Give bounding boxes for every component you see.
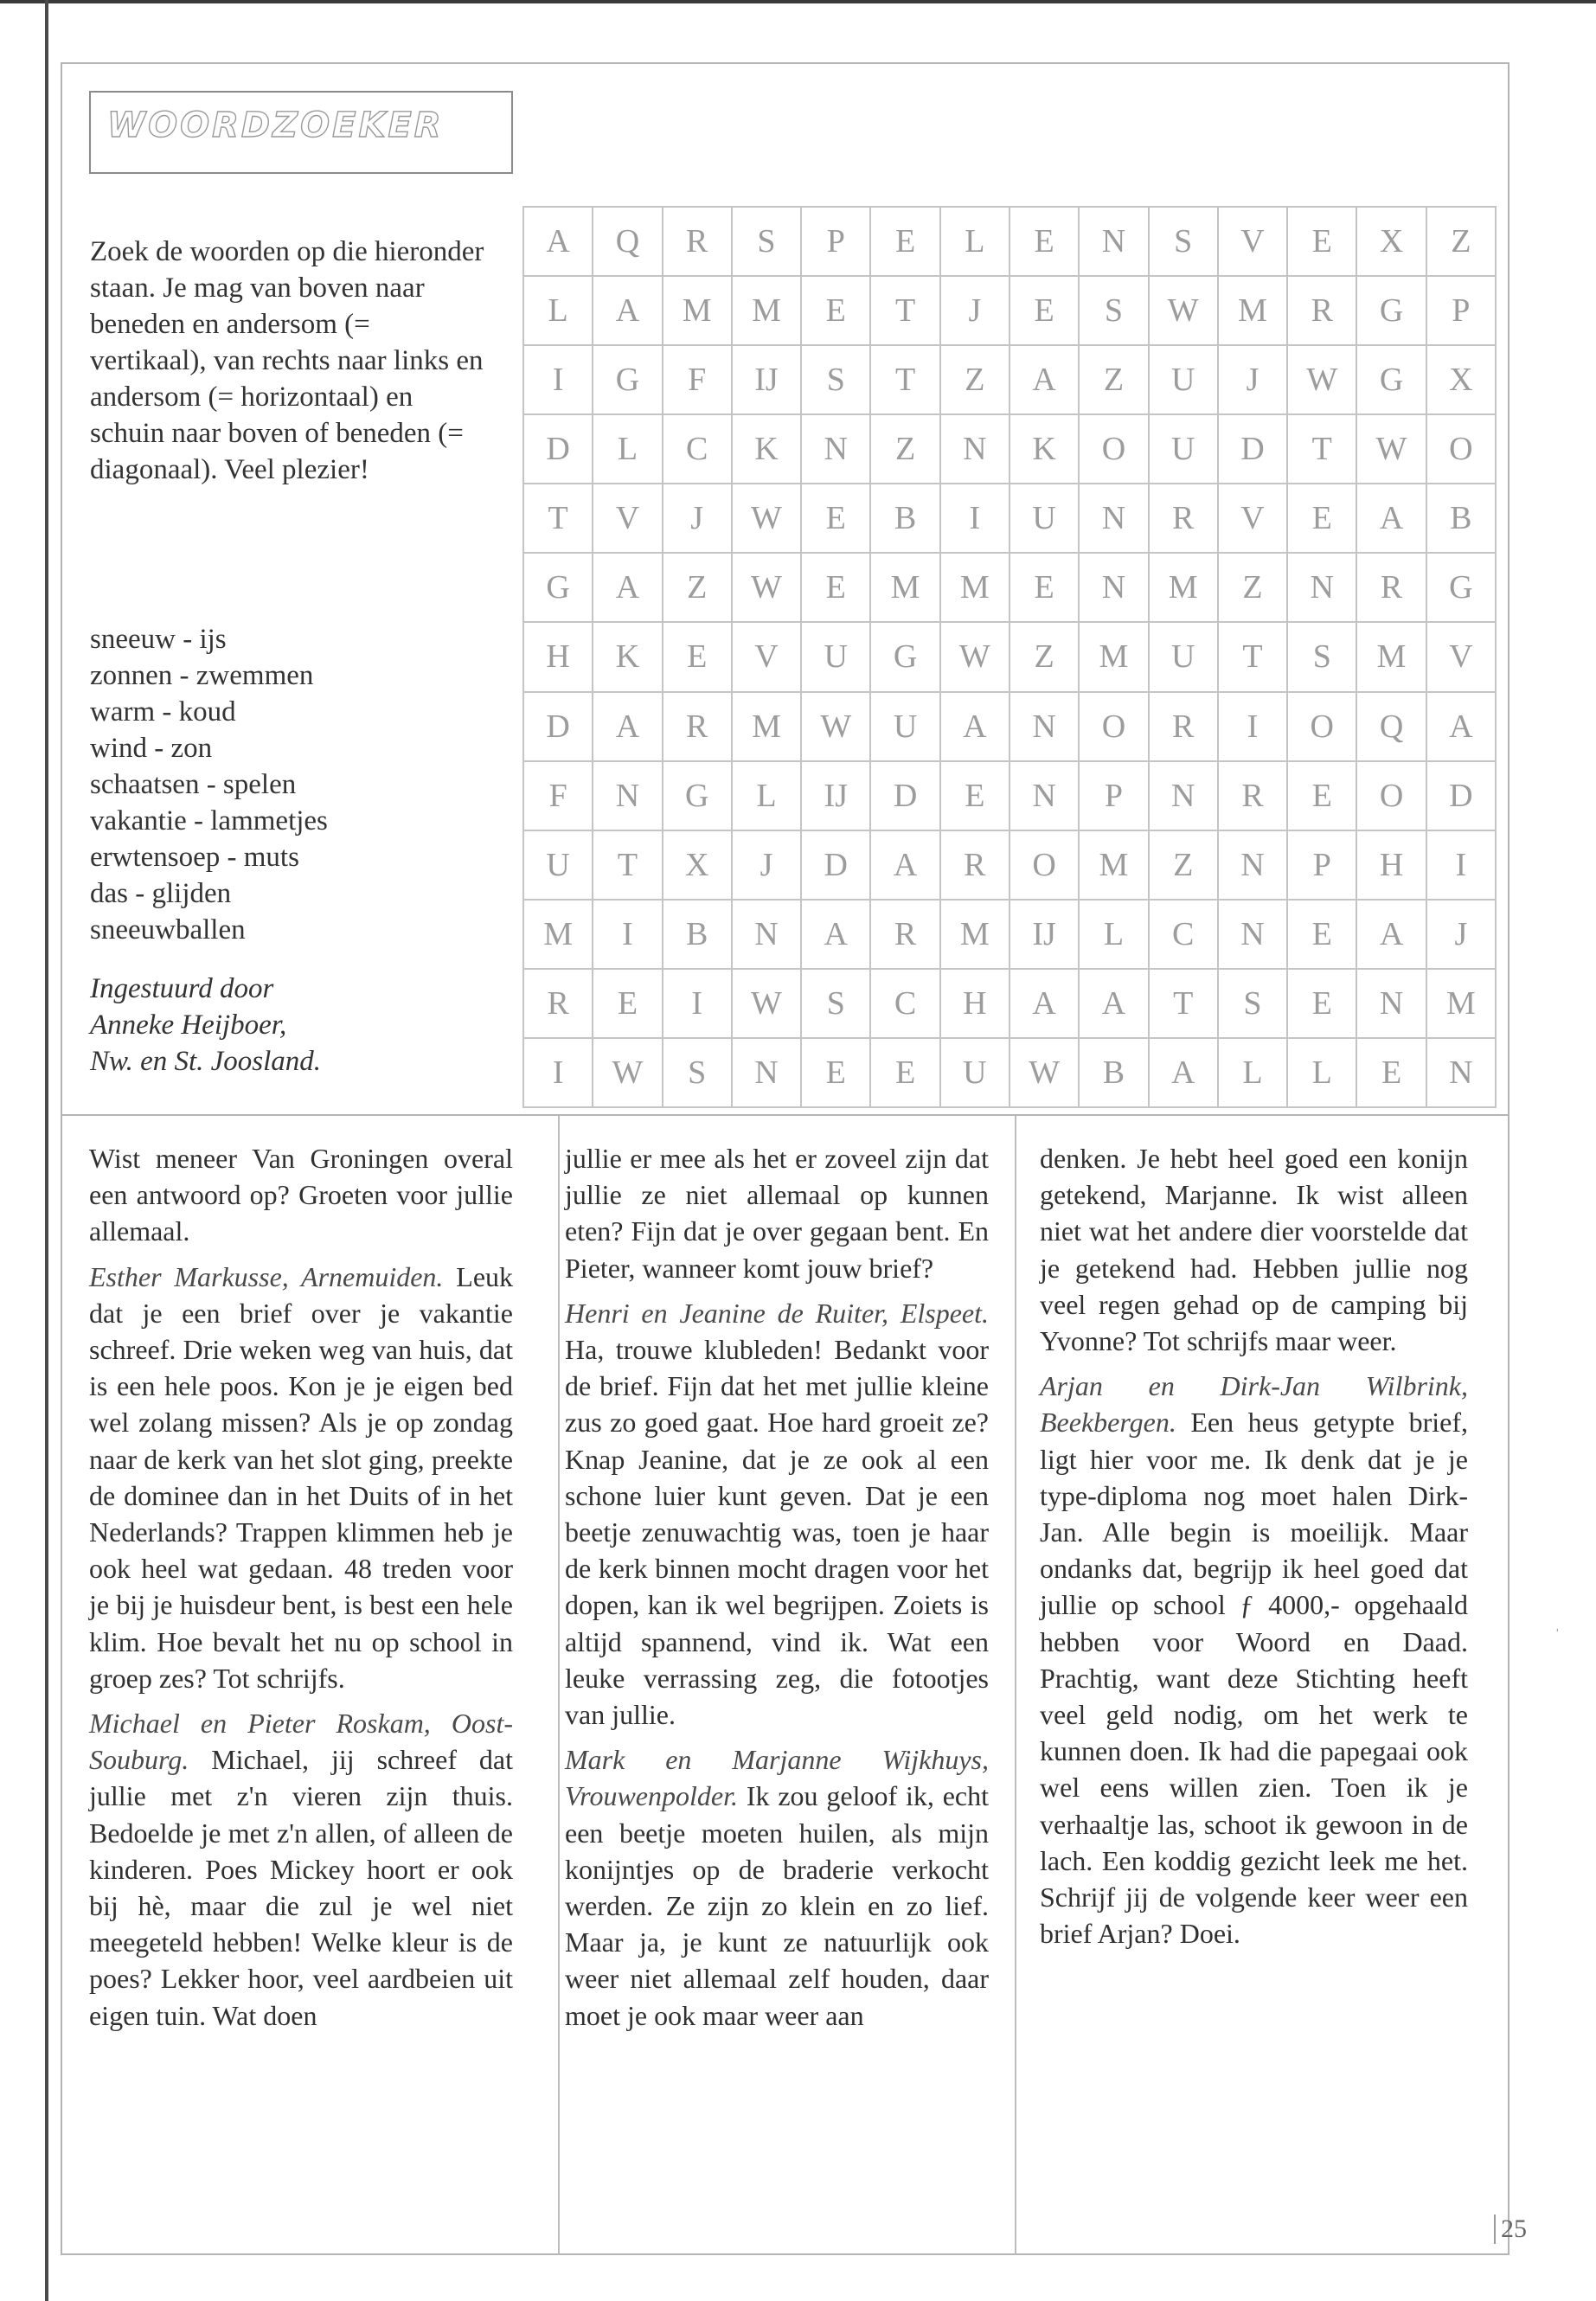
grid-cell: U [524,831,593,901]
grid-cell: S [1150,208,1219,277]
grid-cell: T [524,484,593,554]
grid-cell: M [941,901,1010,970]
grid-cell: M [733,277,802,346]
grid-cell: V [593,484,663,554]
grid-cell: E [1288,762,1357,831]
grid-cell: G [524,554,593,623]
grid-cell: V [1219,484,1288,554]
binding-edge [45,0,48,2301]
grid-cell: H [524,623,593,692]
page-title: WOORDZOEKER [107,106,444,145]
grid-cell: V [1427,623,1497,692]
letter-signature: Mark en Marjanne Wijkhuys, Vrouwenpolder. [565,1744,989,1812]
letter-signature: Henri en Jeanine de Ruiter, Elspeet. [565,1297,989,1329]
grid-cell: M [1150,554,1219,623]
grid-cell: W [941,623,1010,692]
grid-cell: N [1219,901,1288,970]
grid-cell: G [1357,277,1426,346]
grid-cell: A [802,901,871,970]
grid-cell: C [871,970,940,1039]
grid-cell: L [593,415,663,484]
grid-cell: W [593,1039,663,1108]
grid-cell: Z [663,554,733,623]
word-list-item: sneeuwballen [90,914,246,945]
grid-cell: S [1288,623,1357,692]
letter-reply: Wist meneer Van Groningen overal een antwoord op? Groeten voor jullie allemaal. [89,1143,513,1247]
puzzle-instructions [90,234,488,488]
grid-cell: E [1288,484,1357,554]
grid-cell: M [733,693,802,762]
grid-cell: U [1010,484,1080,554]
grid-cell: E [1288,208,1357,277]
grid-cell: E [802,554,871,623]
grid-cell: P [802,208,871,277]
grid-cell: I [524,1039,593,1108]
grid-cell: E [871,208,940,277]
grid-cell: F [663,346,733,415]
grid-cell: W [1357,415,1426,484]
grid-cell: G [1357,346,1426,415]
letter-signature: Esther Markusse, Arnemuiden. [89,1260,444,1292]
section-divider [62,1114,1508,1116]
grid-cell: J [733,831,802,901]
grid-cell: D [871,762,940,831]
grid-cell: O [1357,762,1426,831]
grid-cell: J [1427,901,1497,970]
margin-mark: ˈ [1554,1626,1561,1645]
grid-cell: IJ [733,346,802,415]
credit-line: Ingestuurd door [90,973,274,1004]
grid-cell: M [1219,277,1288,346]
grid-cell: S [802,346,871,415]
grid-cell: O [1010,831,1080,901]
grid-cell: A [1357,901,1426,970]
grid-cell: X [1357,208,1426,277]
letters-column-3 [1040,1140,1468,1960]
grid-cell: A [1080,970,1149,1039]
grid-cell: I [1219,693,1288,762]
grid-cell: IJ [802,762,871,831]
grid-cell: Q [1357,693,1426,762]
grid-cell: E [1288,901,1357,970]
grid-cell: R [1219,762,1288,831]
grid-cell: G [593,346,663,415]
grid-cell: E [1010,277,1080,346]
grid-cell: N [1288,554,1357,623]
grid-cell: N [1010,693,1080,762]
grid-cell: N [593,762,663,831]
grid-cell: X [663,831,733,901]
grid-cell: N [733,901,802,970]
grid-cell: M [1427,970,1497,1039]
letter-reply: Een heus getypte brief, ligt hier voor me. Ik denk dat je je type-diploma nog moet halen Dirk-Jan. Alle begin is moeilijk. Maar ondanks dat, begrijp ik heel goed dat jullie op school ƒ 4000,- opgehaald hebben voor Woord en Daad. Prachtig, want deze Stichting heeft veel geld nodig, om het werk te kunnen doen. Ik had die papegaai ook wel eens willen zien. Toen ik je verhaaltje las, schoot ik gewoon in de lach. Een koddig gezicht leek me het. Schrijf jij de volgende keer weer een brief Arjan? Doei. [1040,1407,1469,1950]
grid-cell: A [593,554,663,623]
grid-cell: N [1219,831,1288,901]
grid-cell: V [733,623,802,692]
grid-cell: D [1219,415,1288,484]
grid-cell: T [871,277,940,346]
grid-cell: E [1288,970,1357,1039]
grid-cell: B [1080,1039,1149,1108]
grid-cell: N [1010,762,1080,831]
grid-cell: S [663,1039,733,1108]
grid-cell: A [871,831,940,901]
grid-cell: E [941,762,1010,831]
grid-cell: L [941,208,1010,277]
grid-cell: N [1150,762,1219,831]
grid-cell: Z [1080,346,1149,415]
word-list-item: vakantie - lammetjes [90,805,328,836]
grid-cell: G [871,623,940,692]
grid-cell: G [1427,554,1497,623]
grid-cell: R [871,901,940,970]
credit-line: Anneke Heijboer, [90,1009,287,1041]
grid-cell: M [1357,623,1426,692]
grid-cell: E [802,484,871,554]
grid-cell: C [1150,901,1219,970]
grid-cell: H [941,970,1010,1039]
word-list-item: warm - koud [90,696,236,727]
grid-cell: F [524,762,593,831]
grid-cell: R [663,208,733,277]
grid-cell: M [1080,831,1149,901]
grid-cell: I [593,901,663,970]
grid-cell: N [1080,554,1149,623]
grid-cell: M [524,901,593,970]
grid-cell: R [1150,484,1219,554]
grid-cell: A [1150,1039,1219,1108]
grid-cell: W [1288,346,1357,415]
grid-cell: T [871,346,940,415]
grid-cell: A [593,277,663,346]
grid-cell: A [524,208,593,277]
grid-cell: E [802,277,871,346]
grid-cell: K [733,415,802,484]
grid-cell: P [1427,277,1497,346]
grid-cell: N [941,415,1010,484]
grid-cell: K [593,623,663,692]
grid-cell: G [663,762,733,831]
grid-cell: P [1080,762,1149,831]
grid-cell: E [663,623,733,692]
grid-cell: E [1357,1039,1426,1108]
grid-cell: U [941,1039,1010,1108]
grid-cell: O [1427,415,1497,484]
letters-column-2 [565,1140,989,2042]
grid-cell: E [1010,208,1080,277]
grid-cell: R [1288,277,1357,346]
grid-cell: B [663,901,733,970]
instructions-text: Zoek de woorden op die hieronder staan. Je mag van boven naar beneden en andersom (= vertikaal), van rechts naar links en andersom (= horizontaal) en schuin naar boven of beneden (= diagonaal). Veel plezier! [90,236,484,485]
grid-cell: Z [1150,831,1219,901]
page-number: 25 [1494,2214,1527,2244]
grid-cell: D [524,415,593,484]
grid-cell: N [1427,1039,1497,1108]
grid-cell: W [733,970,802,1039]
column-divider-2 [1015,1116,1016,2253]
grid-cell: L [1080,901,1149,970]
grid-cell: P [1288,831,1357,901]
grid-cell: Z [1219,554,1288,623]
grid-cell: I [524,346,593,415]
grid-cell: I [1427,831,1497,901]
grid-cell: R [1150,693,1219,762]
letter-reply: Michael, jij schreef dat jullie met z'n vieren zijn thuis. Bedoelde je met z'n allen, of alleen de kinderen. Poes Mickey hoort er ook bij hè, maar die zul je wel niet meegeteld hebben! Welke kleur is de poes? Lekker hoor, veel aardbeien uit eigen tuin. Wat doen [89,1744,513,2031]
grid-cell: M [871,554,940,623]
letter-reply: Leuk dat je een brief over je vakantie schreef. Drie weken weg van huis, dat is een hele poos. Kon je je eigen bed wel zolang missen? Als je op zondag naar de kerk van het slot ging, preekte de dominee dan in het Duits of in het Nederlands? Trappen klimmen heb je ook heel wat gedaan. 48 treden voor je bij je huisdeur bent, is best een hele klim. Hoe bevalt het nu op school in groep zes? Tot schrijfs. [89,1260,514,1694]
grid-cell: Z [871,415,940,484]
letter-reply: jullie er mee als het er zoveel zijn dat jullie ze niet allemaal op kunnen eten? Fijn dat je over gegaan bent. En Pieter, wanneer komt jouw brief? [565,1143,989,1284]
word-list-item: erwtensoep - muts [90,842,299,873]
grid-cell: IJ [1010,901,1080,970]
credit-line: Nw. en St. Joosland. [90,1046,322,1077]
grid-cell: O [1288,693,1357,762]
grid-cell: W [802,693,871,762]
grid-cell: W [1150,277,1219,346]
letter-reply: Ha, trouwe klubleden! Bedankt voor de brief. Fijn dat het met jullie kleine zus zo goed gaat. Hoe hard groeit ze? Knap Jeanine, dat je ze ook al een schone luier kunt geven. Dat je een beetje zenuwachtig was, toen je haar de kerk binnen mocht dragen voor het dopen, kan ik wel begrijpen. Zoiets is altijd spannend, vind ik. Wat een leuke verrassing zeg, die fotootjes van jullie. [565,1334,989,1731]
grid-cell: T [1219,623,1288,692]
grid-cell: E [802,1039,871,1108]
grid-cell: Z [1427,208,1497,277]
grid-cell: B [1427,484,1497,554]
grid-cell: U [871,693,940,762]
grid-cell: N [733,1039,802,1108]
grid-cell: T [593,831,663,901]
grid-cell: A [941,693,1010,762]
grid-cell: Q [593,208,663,277]
grid-cell: R [1357,554,1426,623]
grid-cell: N [1080,484,1149,554]
grid-cell: S [1219,970,1288,1039]
grid-cell: A [1010,346,1080,415]
grid-cell: X [1427,346,1497,415]
grid-cell: N [802,415,871,484]
grid-cell: U [1150,346,1219,415]
grid-cell: D [802,831,871,901]
grid-cell: E [871,1039,940,1108]
word-list-item: sneeuw - ijs [90,624,227,655]
word-list [90,621,488,948]
grid-cell: L [733,762,802,831]
grid-cell: D [1427,762,1497,831]
grid-cell: C [663,415,733,484]
grid-cell: U [1150,415,1219,484]
letter-reply: Ik zou geloof ik, echt een beetje moeten huilen, als mijn konijntjes op de braderie verkocht werden. Ze zijn zo klein en zo lief. Maar ja, je kunt ze natuurlijk ook weer niet allemaal zelf houden, daar moet je ook maar weer aan [565,1780,989,2031]
grid-cell: L [1288,1039,1357,1108]
grid-cell: R [941,831,1010,901]
letter-signature: Michael en Pieter Roskam, Oost-Souburg. [89,1708,513,1776]
grid-cell: R [524,970,593,1039]
grid-cell: M [1080,623,1149,692]
grid-cell: I [941,484,1010,554]
grid-cell: E [1010,554,1080,623]
word-list-item: das - glijden [90,878,232,909]
grid-cell: H [1357,831,1426,901]
grid-cell: E [593,970,663,1039]
letter-reply: denken. Je hebt heel goed een konijn getekend, Marjanne. Ik wist alleen niet wat het andere dier voorstelde dat je getekend had. Hebben jullie nog veel regen gehad op de camping bij Yvonne? Tot schrijfs maar weer. [1040,1143,1468,1357]
grid-cell: W [733,484,802,554]
grid-cell: A [1357,484,1426,554]
grid-cell: A [1010,970,1080,1039]
grid-cell: A [1427,693,1497,762]
grid-cell: L [524,277,593,346]
grid-cell: L [1219,1039,1288,1108]
word-list-item: zonnen - zwemmen [90,660,314,691]
column-divider-1 [558,1116,560,2253]
grid-cell: S [802,970,871,1039]
grid-cell: W [1010,1039,1080,1108]
letters-column-1 [89,1140,513,2042]
grid-cell: A [593,693,663,762]
grid-cell: S [1080,277,1149,346]
grid-cell: N [1357,970,1426,1039]
grid-cell: O [1080,693,1149,762]
grid-cell: J [663,484,733,554]
letter-signature: Arjan en Dirk-Jan Wilbrink, Beekbergen. [1040,1370,1468,1439]
word-list-item: schaatsen - spelen [90,769,297,800]
word-list-item: wind - zon [90,733,213,764]
grid-cell: N [1080,208,1149,277]
grid-cell: J [941,277,1010,346]
grid-cell: V [1219,208,1288,277]
grid-cell: K [1010,415,1080,484]
grid-cell: R [663,693,733,762]
top-rule [0,0,1596,3]
grid-cell: U [1150,623,1219,692]
grid-cell: B [871,484,940,554]
grid-cell: Z [1010,623,1080,692]
grid-cell: U [802,623,871,692]
grid-cell: W [733,554,802,623]
grid-cell: I [663,970,733,1039]
grid-cell: T [1288,415,1357,484]
puzzle-credit [90,971,522,1080]
grid-cell: T [1150,970,1219,1039]
grid-cell: Z [941,346,1010,415]
word-search-grid [522,206,1497,1108]
grid-cell: J [1219,346,1288,415]
grid-cell: S [733,208,802,277]
grid-cell: O [1080,415,1149,484]
grid-cell: M [941,554,1010,623]
grid-cell: D [524,693,593,762]
grid-cell: M [663,277,733,346]
